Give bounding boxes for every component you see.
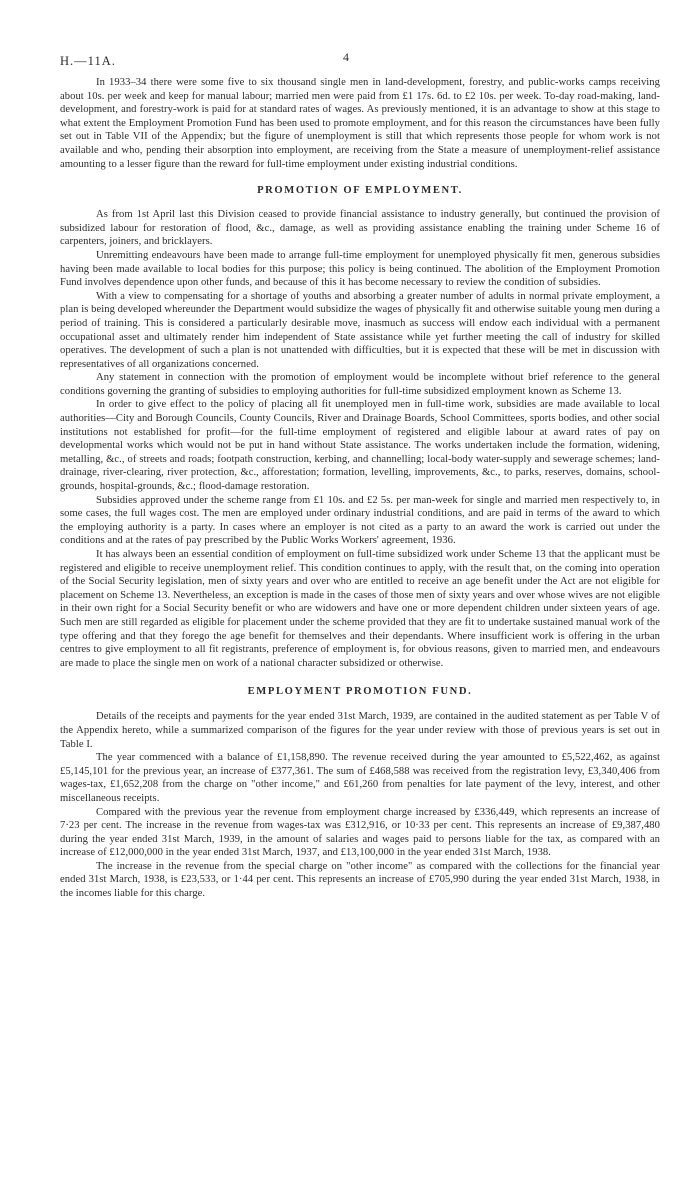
page-header bbox=[60, 40, 660, 66]
paragraph: Details of the receipts and payments for the year ended 31st March, 1939, are contained in the audited statement as per Table V of the Appendix hereto, while a summarized comparison of the figures for the year under review with those of previous years is set out in Table I. bbox=[60, 711, 660, 750]
paragraph: The increase in the revenue from the special charge on "other income" as compared with the collections for the financial year ended 31st March, 1938, is £23,533, or 1·44 per cent. This represents an increase of £705,990 during the year ended 31st March, 1938, in the incomes liable for this charge. bbox=[60, 860, 660, 900]
fund-section bbox=[60, 710, 660, 900]
paragraph: The year commenced with a balance of £1,158,890. The revenue received during the year amounted to £5,522,462, as against £5,145,101 for the previous year, an increase of £377,361. The sum of £468,588 was received from the registration levy, £3,340,406 from wages-tax, £1,652,208 from the charge on "other income," and £61,260 from penalties for late payment of the levy, interest, and other miscellaneous receipts. bbox=[60, 752, 660, 804]
paragraph: In order to give effect to the policy of placing all fit unemployed men in full-time work, subsidies are made available to local authorities—City and Borough Councils, County Councils, River and Drainage Boards, School Committees, sports bodies, and other social institutions not established for profit—for the full-time employment of registered and eligible labour at award rates of pay on developmental works which would not be put in hand without State assistance. The works undertaken include the formation, widening, metalling, &c., of streets and roads; footpath construction, kerbing, and channelling; local-body water-supply and sewerage schemes; land-drainage, river-clearing, river protection, &c., afforestation; formation, levelling, improvements, &c., to parks, reserves, domains, school-grounds, hospital-grounds, &c.; flood-damage restoration. bbox=[60, 399, 660, 493]
section-heading-fund: EMPLOYMENT PROMOTION FUND. bbox=[247, 686, 473, 698]
paragraph: Compared with the previous year the revenue from employment charge increased by £336,449, which represents an increase of 7·23 per cent. The increase in the revenue from wages-tax was £312,916, or 10·33 per cent. This represents an increase of £9,387,480 during the year ended 31st March, 1939, in the amount of salaries and wages paid to persons liable for the tax, as compared with an increase of £12,000,000 in the year ended 31st March, 1937, and £13,100,000 in the year ended 31st March, 1938. bbox=[60, 806, 660, 859]
page-number: 4 bbox=[343, 50, 349, 64]
promotion-section bbox=[60, 208, 660, 670]
paragraph: With a view to compensating for a shortage of youths and absorbing a greater number of adults in normal private employment, a plan is being developed whereunder the Department would subsidize the wages of physically fit and otherwise suitable young men during a period of training. This is considered a particularly desirable move, inasmuch as success will endow each individual with a permanent occupational asset and ultimately render him independent of State assistance while yet further meeting the call of industry for skilled operatives. The development of such a plan is not unattended with difficulties, but it is expected that these will be met in discussion with representatives of all organizations concerned. bbox=[60, 290, 660, 370]
paragraph: Unremitting endeavours have been made to arrange full-time employment for unemployed physically fit men, generous subsidies having been made available to local bodies for this purpose; this policy is being continued. The abolition of the Employment Promotion Fund involves dependence upon other funds, and because of this it has become necessary to review the condition of subsidies. bbox=[60, 249, 660, 289]
paragraph: It has always been an essential condition of employment on full-time subsidized work under Scheme 13 that the applicant must be registered and eligible to receive unemployment relief. This condition continues to apply, with the result that, on the coming into operation of the Social Security legislation, men of sixty years and over who are entitled to receive an age benefit under the Act are not eligible for placement on Scheme 13. Nevertheless, an exception is made in the cases of those men of sixty years and over whose wives are not eligible in their own right for a Social Security benefit or who are widowers and have one or more dependent children under sixteen years of age. Such men are still regarded as eligible for placement under the scheme provided that they are fit to undertake sustained manual work of the type offering and that they forego the age benefit for themselves and their dependants. Where insufficient work is offering in the urban centres to give employment to all fit registrants, preference of employment is, for obvious reasons, given to married men, and endeavours are made to place the single men on work of a national character subsidized or otherwise. bbox=[60, 549, 660, 669]
paragraph: In 1933–34 there were some five to six thousand single men in land-development, forestry, and public-works camps receiving about 10s. per week and keep for manual labour; married men were paid from £1 17s. 6d. to £2 10s. per week. To-day road-making, land-development, and forestry-work is paid for at standard rates of wages. As previously mentioned, it is an advantage to show at this stage to what extent the Employment Promotion Fund has been used to promote employment, and for this reason the circumstances have been fully set out in Table VII of the Appendix; but the figure of unemployment is still that which represents those people for whom work is not available and who, pending their absorption into employment, are receiving from the State a measure of unemployment-relief assistance amounting to a lesser figure than the reward for full-time employment under existing industrial conditions. bbox=[60, 77, 660, 170]
paragraph: Subsidies approved under the scheme range from £1 10s. and £2 5s. per man-week for single and married men respectively to, in some cases, the full wages cost. The men are employed under ordinary industrial conditions, and are paid in terms of the award to which the employing authority is a party. In cases where an employer is not cited as a party to an award the work is carried out under the conditions and at the rates of pay prescribed by the Public Works Workers' agreement, 1936. bbox=[60, 494, 660, 547]
section-heading-promotion: PROMOTION OF EMPLOYMENT. bbox=[257, 185, 463, 197]
document-reference: H.—11A. bbox=[60, 54, 116, 68]
paragraph: As from 1st April last this Division ceased to provide financial assistance to industry generally, but continued the provision of subsidized labour for restoration of flood, &c., damage, as well as providing assistance enabling the training under Scheme 16 of carpenters, joiners, and bricklayers. bbox=[60, 209, 660, 248]
paragraph: Any statement in connection with the promotion of employment would be incomplete without brief reference to the general conditions governing the granting of subsidies to employing authorities for full-time subsidized employment known as Scheme 13. bbox=[60, 372, 660, 397]
intro-section bbox=[60, 76, 660, 171]
